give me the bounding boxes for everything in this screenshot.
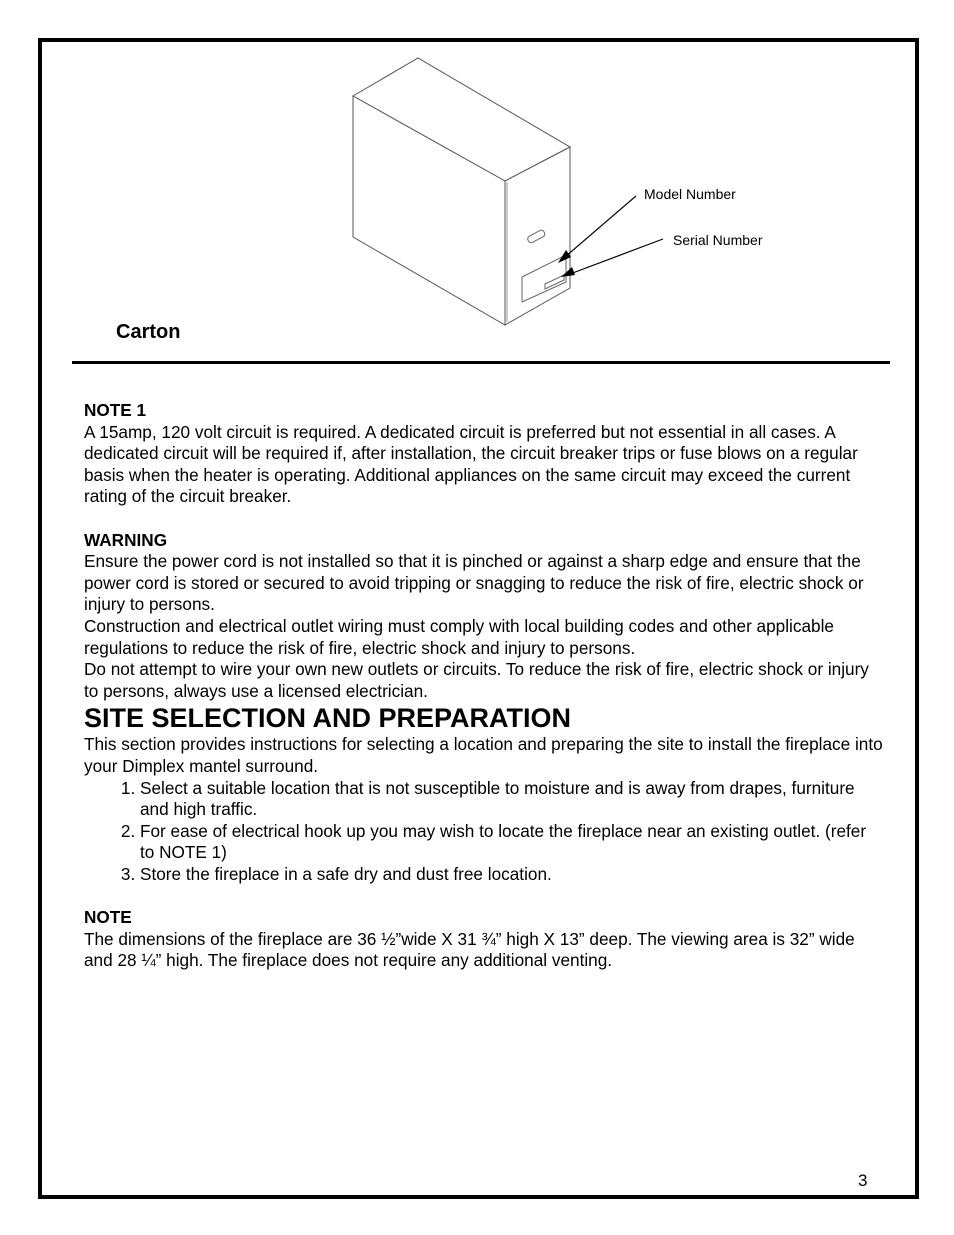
serial-number-label: Serial Number — [673, 232, 763, 248]
note-text: The dimensions of the fireplace are 36 ½”wide X 31 ¾” high X 13” deep. The viewing area is 32” wide and 28 ¼” high. The fireplace does not require any additional venting. — [84, 928, 855, 971]
main-content — [84, 400, 884, 972]
list-item: 1. Select a suitable location that is not susceptible to moisture and is away from drapes, furniture and high traffic. — [140, 778, 884, 821]
warning-paragraph: Construction and electrical outlet wiring must comply with local building codes and other applicable regulations to reduce the risk of fire, electric shock and injury to persons. — [84, 615, 834, 658]
carton-illustration — [300, 50, 820, 340]
figure-caption: Carton — [116, 321, 181, 343]
list-item: 2. For ease of electrical hook up you may wish to locate the fireplace near an existing outlet. (refer to NOTE 1) — [140, 821, 884, 864]
list-item: 3. Store the fireplace in a safe dry and dust free location. — [140, 864, 884, 886]
page-number: 3 — [858, 1171, 868, 1190]
section-title: SITE SELECTION AND PREPARATION — [84, 703, 572, 734]
warning-paragraph: Ensure the power cord is not installed so that it is pinched or against a sharp edge and ensure that the power cord is stored or secured to avoid tripping or snagging to reduce the risk of fire, electric shock or injury to persons. — [84, 551, 864, 615]
section-divider — [72, 361, 890, 364]
carton-drawing — [300, 50, 820, 340]
steps-list — [84, 778, 884, 886]
warning-heading: WARNING — [84, 529, 168, 550]
note1-text: A 15amp, 120 volt circuit is required. A dedicated circuit is preferred but not essential in all cases. A dedicated circuit will be required if, after installation, the circuit breaker trips or fuse blows on a regular basis when the heater is operating. Additional appliances on the same circuit may exceed the current rating of the circuit breaker. — [84, 421, 858, 507]
section-intro: This section provides instructions for selecting a location and preparing the site to install the fireplace into your Dimplex mantel surround. — [84, 734, 883, 776]
note-heading: NOTE — [84, 907, 132, 928]
note1-heading: NOTE 1 — [84, 400, 147, 420]
model-number-label: Model Number — [644, 186, 736, 202]
warning-paragraph: Do not attempt to wire your own new outlets or circuits. To reduce the risk of fire, electric shock or injury to persons, always use a licensed electrician. — [84, 659, 869, 701]
